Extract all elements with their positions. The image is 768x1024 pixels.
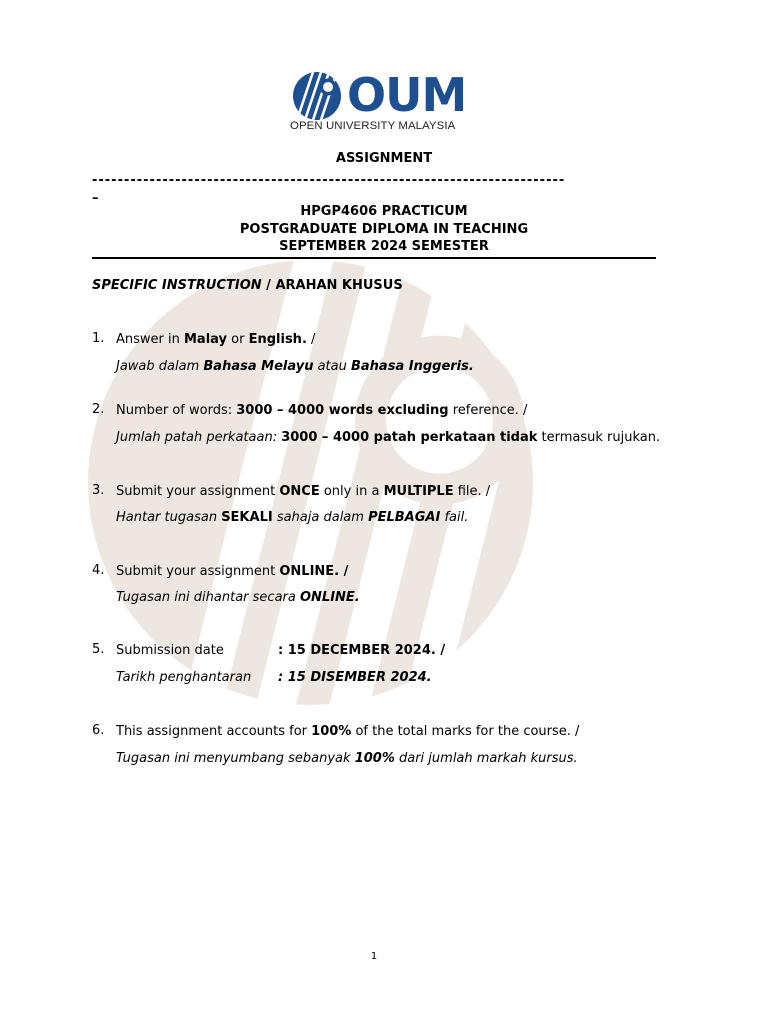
instruction-ms: Jumlah patah perkataan: 3000 – 4000 patah perkataan tidak termasuk rujukan.	[116, 430, 661, 445]
item-number: 1.	[92, 331, 105, 346]
section-heading-en: SPECIFIC INSTRUCTION	[92, 278, 262, 293]
oum-logo	[289, 68, 467, 134]
item-number: 4.	[92, 563, 105, 578]
instruction-en: Submit your assignment ONCE only in a MULTIPLE file. /	[116, 484, 491, 499]
dash-separator: --------------------------------------------------------------------------	[92, 173, 566, 188]
section-heading-sep: /	[261, 278, 276, 293]
page-number: 1	[370, 951, 378, 962]
dash-separator-tail: –	[92, 191, 99, 206]
oum-emblem-icon	[289, 71, 345, 121]
section-heading-ms: ARAHAN KHUSUS	[275, 278, 403, 293]
submission-date-value-en: : 15 DECEMBER 2024. /	[278, 643, 446, 658]
item-number: 6.	[92, 723, 105, 738]
logo-subtitle: OPEN UNIVERSITY MALAYSIA	[290, 120, 456, 132]
instruction-en: This assignment accounts for 100% of the total marks for the course. /	[116, 724, 580, 739]
instruction-en: Answer in Malay or English. /	[116, 332, 316, 347]
instruction-ms: Jawab dalam Bahasa Melayu atau Bahasa Inggeris.	[116, 359, 474, 374]
document-title: ASSIGNMENT	[335, 151, 433, 166]
instruction-ms: Tugasan ini menyumbang sebanyak 100% dari jumlah markah kursus.	[116, 751, 578, 766]
instruction-ms: Hantar tugasan SEKALI sahaja dalam PELBAGAI fail.	[116, 510, 469, 525]
course-code: HPGP4606 PRACTICUM	[300, 204, 468, 219]
instruction-en: Submit your assignment ONLINE. /	[116, 564, 349, 579]
item-number: 5.	[92, 642, 105, 657]
section-heading	[92, 277, 403, 295]
item-number: 3.	[92, 483, 105, 498]
course-programme: POSTGRADUATE DIPLOMA IN TEACHING	[239, 222, 529, 237]
submission-date-value-ms: : 15 DISEMBER 2024.	[278, 670, 432, 685]
instruction-en: Number of words: 3000 – 4000 words excluding reference. /	[116, 403, 528, 418]
header-rule	[92, 257, 656, 259]
instruction-ms: Tugasan ini dihantar secara ONLINE.	[116, 590, 360, 605]
item-number: 2.	[92, 402, 105, 417]
course-semester: SEPTEMBER 2024 SEMESTER	[279, 239, 489, 254]
logo-wordmark: OUM	[347, 68, 467, 122]
submission-date-label-en: Submission date	[116, 643, 224, 658]
submission-date-label-ms: Tarikh penghantaran	[116, 670, 252, 685]
